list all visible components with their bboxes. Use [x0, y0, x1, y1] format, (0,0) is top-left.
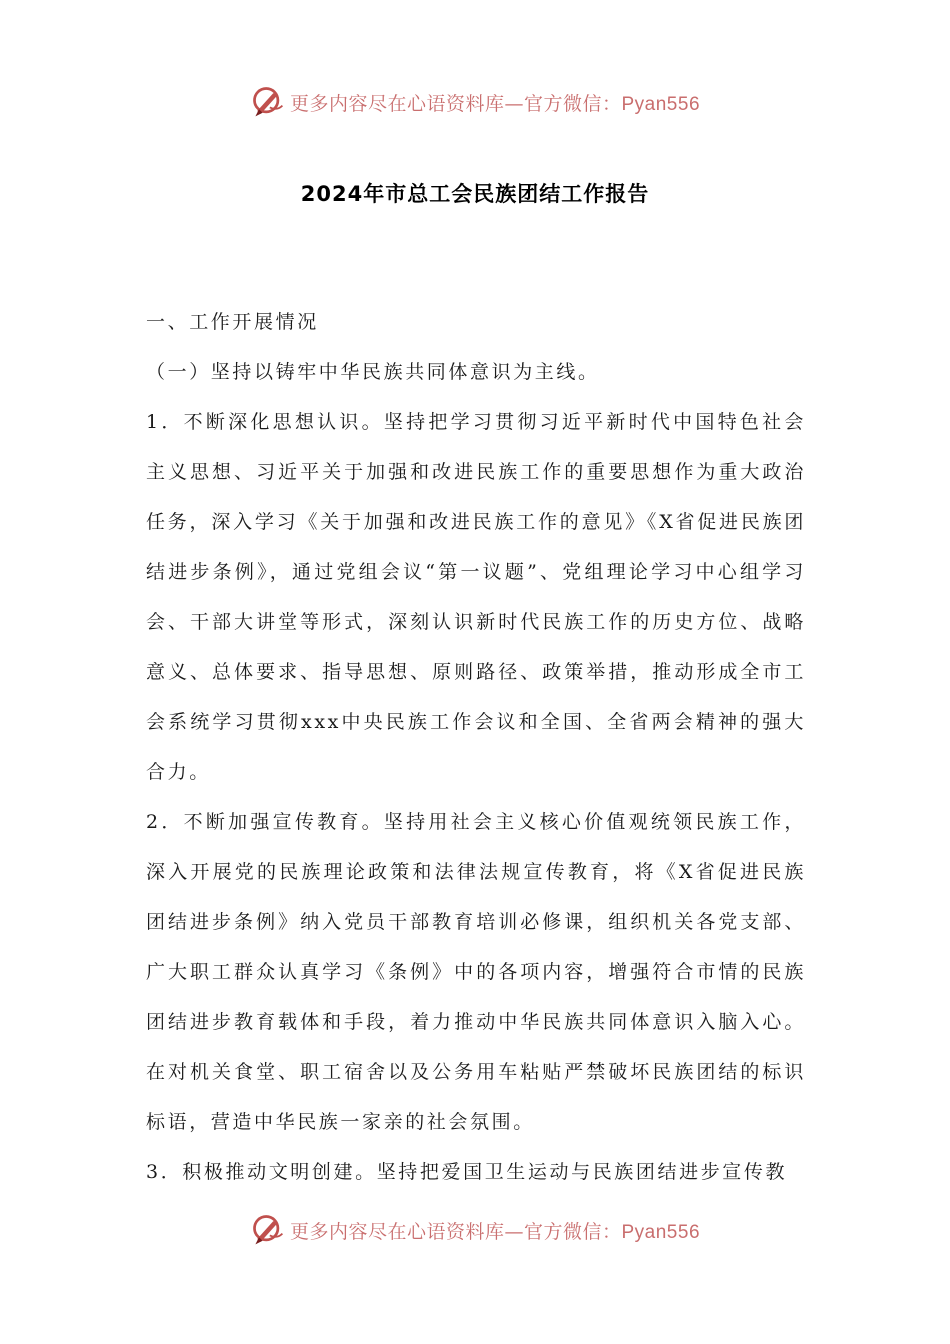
paragraph-3: 3．积极推动文明创建。坚持把爱国卫生运动与民族团结进步宣传教 — [146, 1161, 788, 1183]
paragraph-2: 2．不断加强宣传教育。坚持用社会主义核心价值观统领民族工作，深入开展党的民族理论政策和法律法规宣传教育，将《X省促进民族团结进步条例》纳入党员干部教育培训必修课，组织机关各党支部、广大职工群众认真学习《条例》中的各项内容，增强符合市情的民族团结进步教育载体和手段，着力推动中华民族共同体意识入脑入心。在对机关食堂、职工宿舍以及公务用车粘贴严禁破坏民族团结的标识标语，营造中华民族一家亲的社会氛围。 — [146, 811, 806, 1133]
document-title: 2024年市总工会民族团结工作报告 — [300, 182, 650, 206]
watermark-label: 更多内容尽在心语资料库—官方微信： — [289, 92, 622, 115]
watermark-text — [290, 1217, 700, 1244]
paragraph-1: 1．不断深化思想认识。坚持把学习贯彻习近平新时代中国特色社会主义思想、习近平关于加强和改进民族工作的重要思想作为重大政治任务，深入学习《关于加强和改进民族工作的意见》《X省促进民族团结进步条例》，通过党组会议“第一议题”、党组理论学习中心组学习会、干部大讲堂等形式，深刻认识新时代民族工作的历史方位、战略意义、总体要求、指导思想、原则路径、政策举措，推动形成全市工会系统学习贯彻xxx中央民族工作会议和全国、全省两会精神的强大合力。 — [146, 411, 806, 783]
pen-logo-icon — [250, 84, 286, 120]
document-body — [146, 297, 806, 1197]
section-heading: 一、工作开展情况 — [146, 311, 319, 333]
watermark-banner-bottom — [0, 1210, 950, 1250]
watermark-text — [290, 89, 700, 116]
watermark-wechat-id: Pyan556 — [621, 1221, 701, 1243]
subsection-heading: （一）坚持以铸牢中华民族共同体意识为主线。 — [146, 361, 600, 383]
watermark-banner-top — [0, 82, 950, 122]
pen-logo-icon — [250, 1212, 286, 1248]
watermark-label: 更多内容尽在心语资料库—官方微信： — [289, 1220, 622, 1243]
watermark-wechat-id: Pyan556 — [621, 93, 701, 115]
